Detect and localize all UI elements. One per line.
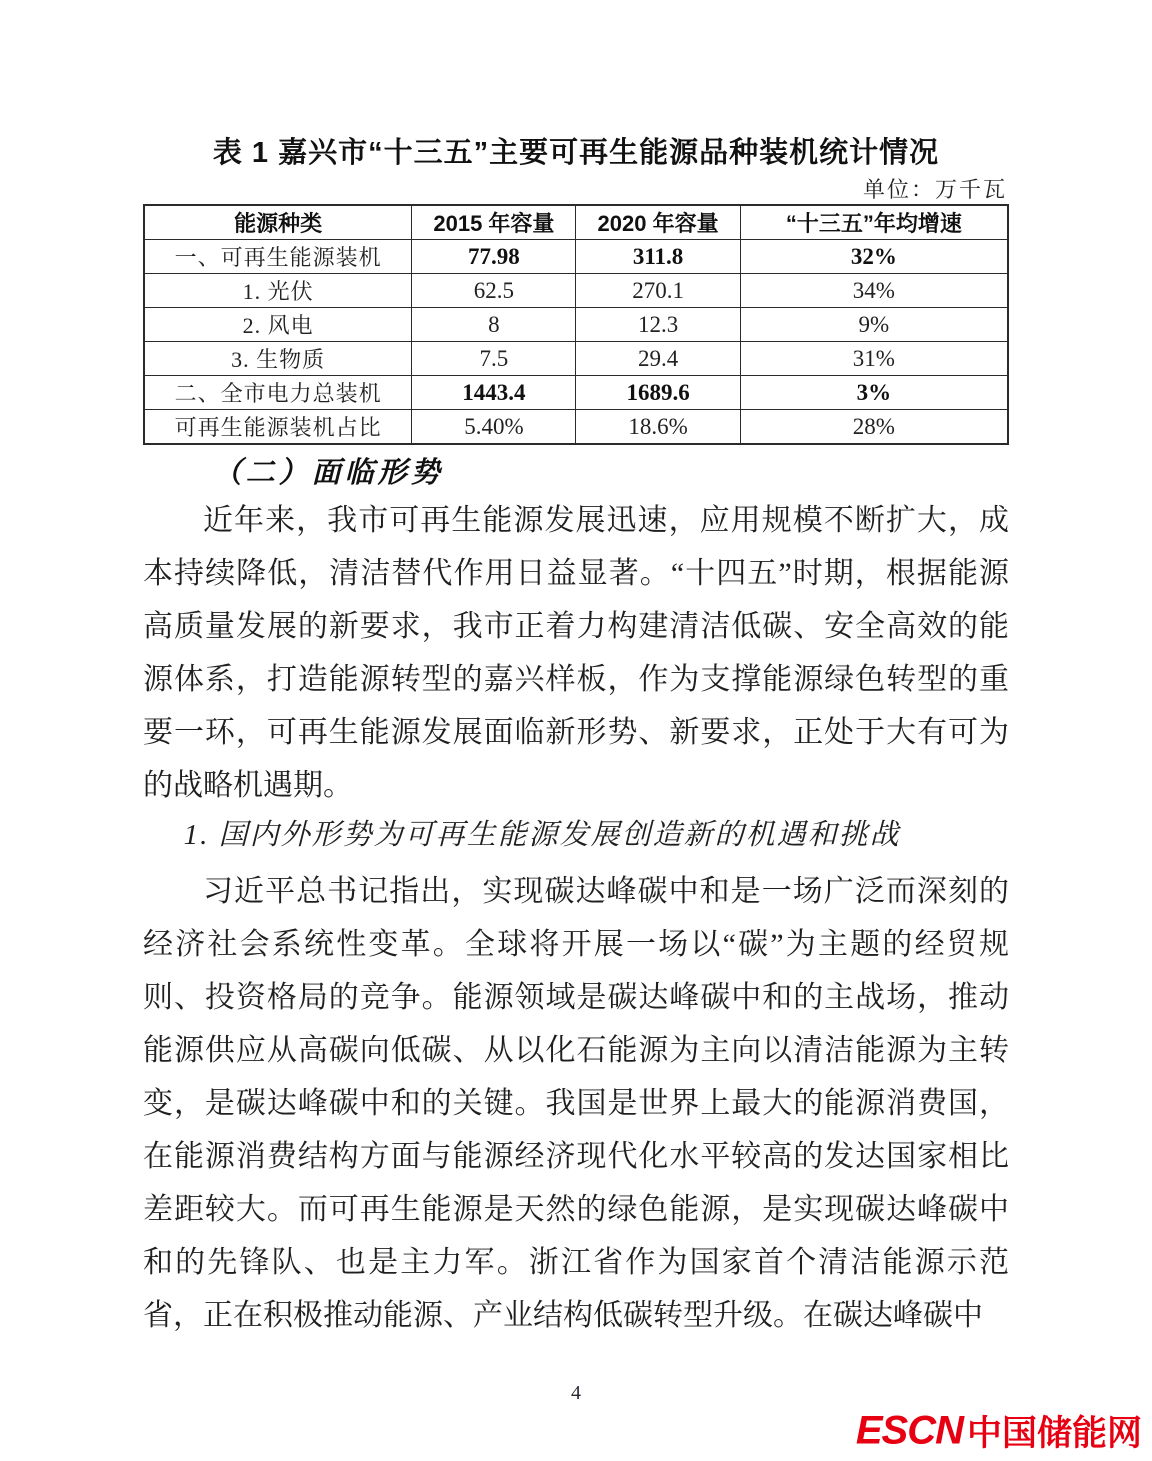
value-2015: 1443.4 xyxy=(412,376,576,410)
row-label: 3. 生物质 xyxy=(144,342,412,376)
paragraph-overview: 近年来，我市可再生能源发展迅速，应用规模不断扩大，成本持续降低，清洁替代作用日益显著。“十四五”时期，根据能源高质量发展的新要求，我市正着力构建清洁低碳、安全高效的能源体系，打造能源转型的嘉兴样板，作为支撑能源绿色转型的重要一环，可再生能源发展面临新形势、新要求，正处于大有可为的战略机遇期。 xyxy=(143,504,1009,802)
table-header-row xyxy=(144,205,1008,240)
value-2015: 8 xyxy=(412,308,576,342)
unit-note: 单位：万千瓦 xyxy=(862,177,1007,202)
table-title: 表 1 嘉兴市“十三五”主要可再生能源品种装机统计情况 xyxy=(212,137,940,169)
value-2020: 18.6% xyxy=(576,410,740,445)
table-row-city-total xyxy=(144,376,1008,410)
row-label: 二、全市电力总装机 xyxy=(144,376,412,410)
value-2020: 29.4 xyxy=(576,342,740,376)
energy-stats-table xyxy=(143,204,1009,445)
page-number: 4 xyxy=(571,1382,581,1404)
value-2020: 270.1 xyxy=(576,274,740,308)
sub-heading: 1. 国内外形势为可再生能源发展创造新的机遇和挑战 xyxy=(183,819,901,851)
paragraph-situation: 习近平总书记指出，实现碳达峰碳中和是一场广泛而深刻的经济社会系统性变革。全球将开展一场以“碳”为主题的经贸规则、投资格局的竞争。能源领域是碳达峰碳中和的主战场，推动能源供应从高碳向低碳、从以化石能源为主向以清洁能源为主转变，是碳达峰碳中和的关键。我国是世界上最大的能源消费国，在能源消费结构方面与能源经济现代化水平较高的发达国家相比差距较大。而可再生能源是天然的绿色能源，是实现碳达峰碳中和的先锋队、也是主力军。浙江省作为国家首个清洁能源示范省，正在积极推动能源、产业结构低碳转型升级。在碳达峰碳中 xyxy=(143,875,1009,1332)
value-2015: 5.40% xyxy=(412,410,576,445)
escn-logo-chinese: 中国储能网 xyxy=(966,1414,1142,1453)
col-header-energy-type: 能源种类 xyxy=(144,205,412,240)
value-2015: 62.5 xyxy=(412,274,576,308)
row-label: 可再生能源装机占比 xyxy=(144,410,412,445)
value-2015: 7.5 xyxy=(412,342,576,376)
table-row-renewable-share xyxy=(144,410,1008,445)
row-label: 1. 光伏 xyxy=(144,274,412,308)
value-growth: 28% xyxy=(740,410,1008,445)
table-row-wind xyxy=(144,308,1008,342)
value-2020: 1689.6 xyxy=(576,376,740,410)
table-row-biomass xyxy=(144,342,1008,376)
col-header-2015-capacity: 2015 年容量 xyxy=(412,205,576,240)
escn-logo-latin: ESCN xyxy=(855,1408,963,1453)
section-heading: （二）面临形势 xyxy=(212,457,444,489)
value-growth: 9% xyxy=(740,308,1008,342)
value-growth: 32% xyxy=(740,240,1008,274)
value-growth: 3% xyxy=(740,376,1008,410)
value-growth: 34% xyxy=(740,274,1008,308)
value-2020: 12.3 xyxy=(576,308,740,342)
value-2015: 77.98 xyxy=(412,240,576,274)
col-header-growth-rate: “十三五”年均增速 xyxy=(740,205,1008,240)
table-row-solar xyxy=(144,274,1008,308)
table-row-renewable-total xyxy=(144,240,1008,274)
row-label: 一、可再生能源装机 xyxy=(144,240,412,274)
col-header-2020-capacity: 2020 年容量 xyxy=(576,205,740,240)
escn-logo xyxy=(856,1406,1142,1456)
row-label: 2. 风电 xyxy=(144,308,412,342)
value-2020: 311.8 xyxy=(576,240,740,274)
value-growth: 31% xyxy=(740,342,1008,376)
